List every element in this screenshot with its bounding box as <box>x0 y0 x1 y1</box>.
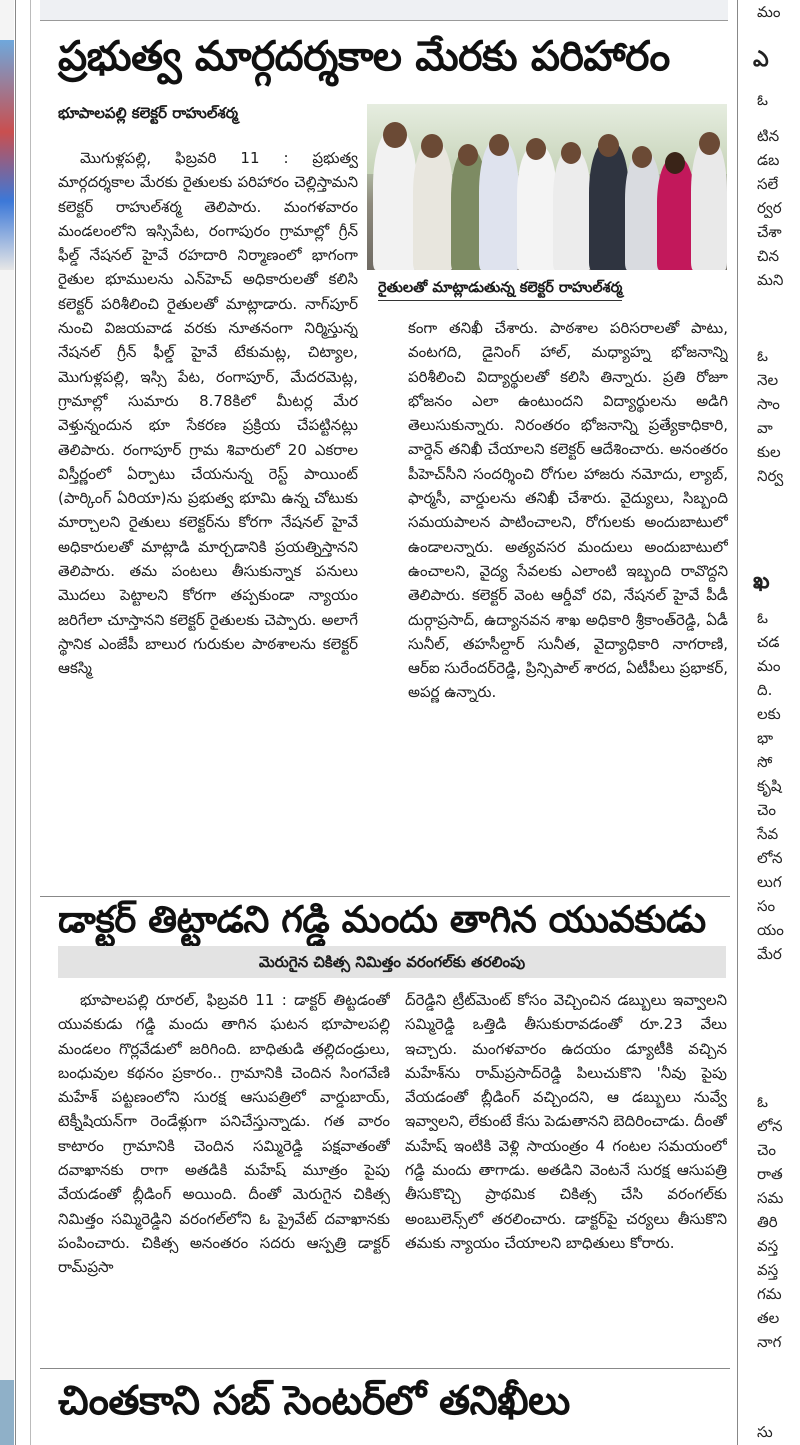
right-column-line: వా <box>757 419 773 437</box>
article2-subhead: మెరుగైన చికిత్స నిమిత్తం వరంగల్‌కు తరలింపు <box>258 953 526 971</box>
article2-headline: డాక్టర్ తిట్టాడని గడ్డి మందు తాగిన యువకుడు <box>58 898 706 941</box>
article2-column-1 <box>58 988 390 1360</box>
right-column-line: తిరి <box>757 1213 778 1231</box>
right-column-line: మం <box>757 657 781 675</box>
adjacent-photo-bottom <box>0 1380 14 1445</box>
column-rule-left-inner <box>30 0 31 1445</box>
right-column-line: లుగ <box>757 873 782 891</box>
right-column-line: చడ <box>757 633 780 651</box>
right-column-line: టిన <box>757 127 780 145</box>
right-column-line: ఓ <box>757 609 768 627</box>
article-separator-2 <box>40 1368 730 1369</box>
article1-column-1 <box>58 146 358 890</box>
adjacent-photo <box>0 40 14 270</box>
right-column-line: సు <box>757 1423 773 1441</box>
article-separator-1 <box>40 896 730 897</box>
previous-article-bottom <box>40 0 728 21</box>
right-column-line: మేర <box>757 945 782 963</box>
right-column-line: సేవ <box>757 825 779 843</box>
adjacent-page-strip <box>0 0 14 1445</box>
article2-column-2 <box>405 988 727 1360</box>
right-column-line: నిర్వ <box>757 467 784 485</box>
article2-subhead-box <box>58 946 726 978</box>
right-column-line: లకు <box>757 705 781 723</box>
right-column-line: తల <box>757 1309 780 1327</box>
column-rule-left <box>15 0 16 1445</box>
article2-body-col2: ద్‌రెడ్డిని ట్రీట్‌మెంట్ కోసం వెచ్చించిన డబ్బులు ఇవ్వాలని సమ్మిరెడ్డి ఒత్తిడి తీసుకురావడంతో రూ.23 వేలు ఇచ్చారు. మంగళవారం ఉదయం డ్యూటీకి వచ్చిన మహేశ్‌ను రామ్‌ప్రసాద్‌రెడ్డి పిలుచుకొని 'నీవు పైపు వేయడంతో బ్లీడింగ్ వచ్చిందని, ఆ డబ్బులు నువ్వే ఇవ్వాలని, లేకుంటే కేసు పెడుతానని బెదిరించాడు. దీంతో మహేష్ ఇంటికి వెళ్లి సాయంత్రం 4 గంటల సమయంలో గడ్డి మందు తాగాడు. అతడిని వెంటనే సురక్ష ఆసుపత్రి తీసుకొచ్చి ప్రాథమిక చికిత్స చేసి వరంగల్‌కు అంబులెన్స్‌లో తరలించారు. డాక్టర్‌పై చర్యలు తీసుకొని తమకు న్యాయం చేయాలని బాధితులు కోరారు. <box>405 991 727 1252</box>
right-column-line: ర్వర <box>757 199 782 217</box>
article1-body-col1: మొగుళ్లపల్లి, ఫిబ్రవరి 11 : ప్రభుత్వ మార్గదర్శకాల మేరకు రైతులకు పరిహారం చెల్లిస్తామని కలెక్టర్ రాహుల్‌శర్మ తెలిపారు. మంగళవారం మండలంలోని ఇస్సిపేట, రంగాపురం గ్రామాల్లో గ్రీన్ ఫీల్డ్ నేషనల్ హైవే రహదారి నిర్మాణంలో భాగంగా రైతుల భూములను ఎన్‌హెచ్ అధికారులతో కలిసి కలెక్టర్ పరిశీలించి రైతులతో మాట్లాడారు. నాగ్‌పూర్ నుంచి విజయవాడ వరకు నూతనంగా నిర్మిస్తున్న నేషనల్ గ్రీన్ ఫీల్డ్ హైవే టేకుమట్ల, చిట్యాల, మొగుళ్లపల్లి, ఇస్సి పేట, రంగాపూర్, మేదరమెట్ల, గ్రామాల్లో సుమారు 8.78కిలో మీటర్ల మేర వెళ్తున్నందున భూ సేకరణ ప్రక్రియ చేపట్టినట్లు తెలిపారు. రంగాపూర్ గ్రామ శివారులో 20 ఎకరాల విస్తీర్ణంలో ఏర్పాటు చేయనున్న రెస్ట్ పాయింట్ (పార్కింగ్ ఏరియా)ను ప్రభుత్వ భూమి ఉన్న చోటుకు మార్చాలని రైతులు కలెక్టర్‌ను కోరగా నేషనల్ హైవే అధికారులతో మాట్లాడి మార్చడానికి ప్రయత్నిస్తానని తెలిపారు. తమ పంటలు తీసుకున్నాక పనులు మొదలు పెట్టాలని కోరగా తప్పకుండా న్యాయం జరిగేలా చూస్తానని కలెక్టర్ రైతులకు చెప్పారు. అలాగే స్థానిక ఎంజేపీ బాలుర గురుకుల పాఠశాలను కలెక్టర్ ఆకస్మి <box>58 149 358 678</box>
right-column-line: సం <box>757 897 776 915</box>
right-column-line: డబ <box>757 151 780 169</box>
right-column-line: గమ <box>757 1285 782 1303</box>
right-column-line: లోన <box>757 1117 783 1135</box>
article2-body-col1: భూపాలపల్లి రూరల్, ఫిబ్రవరి 11 : డాక్టర్ తిట్టడంతో యువకుడు గడ్డి మందు తాగిన ఘటన భూపాలపల్లి మండలం గొర్లవేడులో జరిగింది. బాధితుడి తల్లిదండ్రులు, బంధువుల కథనం ప్రకారం.. గ్రామానికి చెందిన సింగవేణి మహేశ్ పట్టణంలోని సురక్ష ఆసుపత్రిలో వార్డుబాయ్, టెక్నీషియన్‌గా రెండేళ్లుగా పనిచేస్తున్నాడు. గత వారం కాటారం గ్రామానికి చెందిన సమ్మిరెడ్డి పక్షవాతంతో దవాఖానకు రాగా అతడికి మహేష్ మూత్రం పైపు వేయడంతో బ్లీడింగ్ అయింది. దీంతో మెరుగైన చికిత్స నిమిత్తం సమ్మిరెడ్డిని వరంగల్‌లోని ఓ ప్రైవేట్ దవాఖానకు పంపించారు. చికిత్స అనంతరం సదరు ఆస్పత్రి డాక్టర్ రామ్‌ప్రసా <box>58 991 390 1277</box>
right-column-line: ఓ <box>757 1093 768 1111</box>
right-column-line: చేశా <box>757 223 782 241</box>
right-column-line: వస్త <box>757 1237 779 1255</box>
right-column-line: నాగ <box>757 1333 782 1351</box>
right-column-line: యం <box>757 921 784 939</box>
right-column-line: భా <box>757 729 774 747</box>
right-column-line: కుల <box>757 443 781 461</box>
right-column-line: మని <box>757 271 784 289</box>
right-column-line: సమ <box>757 1189 784 1207</box>
article1-photo-caption: రైతులతో మాట్లాడుతున్న కలెక్టర్ రాహుల్‌శర్మ <box>378 280 622 301</box>
right-column-line: చిన <box>757 247 780 265</box>
article1-byline: భూపాలపల్లి కలెక్టర్ రాహుల్‌శర్మ <box>58 104 238 122</box>
article3-headline: చింతకాని సబ్ సెంటర్‌లో తనిఖీలు <box>58 1378 570 1424</box>
article1-column-2 <box>408 316 728 896</box>
right-column-line: ఓ <box>757 91 768 109</box>
right-column-line: నెల <box>757 371 779 389</box>
article1-headline: ప్రభుత్వ మార్గదర్శకాల మేరకు పరిహారం <box>58 32 670 80</box>
right-column-line: సలే <box>757 175 779 193</box>
right-column-line: లోన <box>757 849 783 867</box>
right-column-line: సాం <box>757 395 780 413</box>
right-column-line: చెం <box>757 1141 777 1159</box>
article1-photo <box>367 104 727 270</box>
right-column-line: ఖ <box>753 569 770 594</box>
right-column-line: ఎ <box>753 47 769 72</box>
right-column-line: ఓ <box>757 347 768 365</box>
right-column-line: సో <box>757 753 773 771</box>
adjacent-right-column <box>745 0 800 1445</box>
right-column-line: కృషి <box>757 777 782 795</box>
right-column-line: రాత <box>757 1165 783 1183</box>
right-column-line: వస్త <box>757 1261 779 1279</box>
column-rule-right <box>737 0 738 1445</box>
article1-body-col2: కంగా తనిఖీ చేశారు. పాఠశాల పరిసరాలతో పాటు, వంటగది, డైనింగ్ హాల్, మధ్యాహ్న భోజనాన్ని పరిశీలించి విద్యార్థులతో కలిసి తిన్నారు. ప్రతి రోజూ భోజనం ఎలా ఉంటుందని విద్యార్థులను అడిగి తెలుసుకున్నారు. నిరంతరం భోజనాన్ని ప్రత్యేకాధికారి, వార్డెన్ తనిఖీ చేయాలని కలెక్టర్ ఆదేశించారు. అనంతరం పీహెచ్‌సీని సందర్శించి రోగుల హాజరు నమోదు, ల్యాబ్, ఫార్మసీ, వార్డులను తనిఖీ చేశారు. వైద్యులు, సిబ్బంది సమయపాలన పాటించాలని, రోగులకు అందుబాటులో ఉండాలన్నారు. అత్యవసర మందులు అందుబాటులో ఉంచాలని, వైద్య సేవలకు ఎలాంటి ఇబ్బంది రావొద్దని తెలిపారు. కలెక్టర్ వెంట ఆర్డీవో రవి, నేషనల్ హైవే పీడీ దుర్గాప్రసాద్, ఉద్యానవన శాఖ అధికారి శ్రీకాంత్‌రెడ్డి, ఏడీ సునీల్, తహసీల్దార్ సునీత, వైద్యాధికారి నాగరాణి, ఆర్‌ఐ సురేందర్‌రెడ్డి, ప్రిన్సిపాల్ శారద, ఏటీపీలు ప్రభాకర్, అపర్ణ ఉన్నారు. <box>408 319 728 702</box>
right-column-line: మం <box>757 3 781 21</box>
right-column-line: ది. <box>757 681 773 699</box>
right-column-line: చెం <box>757 801 777 819</box>
